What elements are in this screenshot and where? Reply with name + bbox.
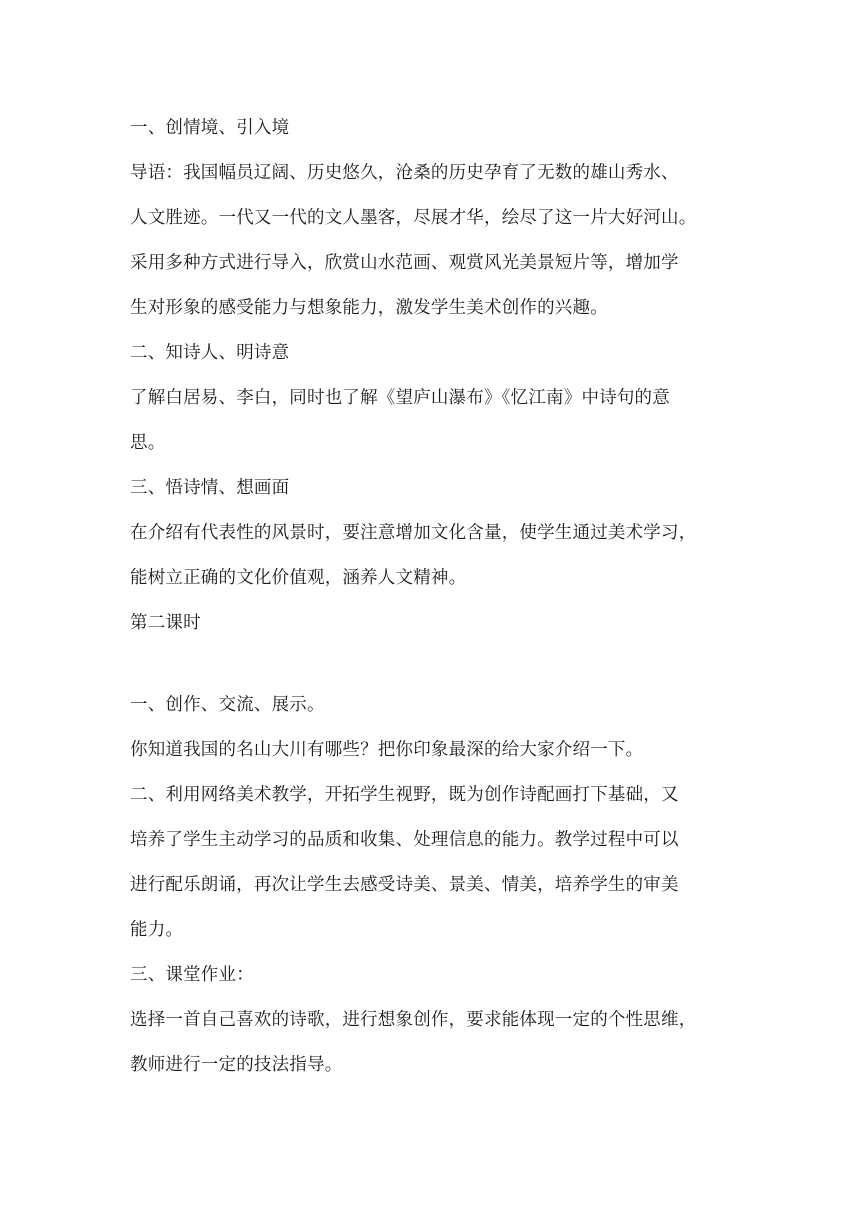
document-body: [130, 113, 740, 1080]
lesson2-title: 第二课时: [130, 613, 201, 633]
section2-heading: 二、知诗人、明诗意: [130, 343, 290, 363]
paragraph-line: 选择一首自己喜欢的诗歌，进行想象创作，要求能体现一定的个性思维，: [130, 1010, 697, 1030]
section1-heading: 一、创情境、引入境: [130, 118, 290, 138]
paragraph-line: 采用多种方式进行导入，欣赏山水范画、观赏风光美景短片等，增加学: [130, 253, 679, 273]
lesson2-item1-heading: 一、创作、交流、展示。: [130, 695, 325, 715]
paragraph-line: 你知道我国的名山大川有哪些？把你印象最深的给大家介绍一下。: [130, 740, 644, 760]
paragraph-line: 导语：我国幅员辽阔、历史悠久，沧桑的历史孕育了无数的雄山秀水、: [130, 163, 679, 183]
paragraph-line: 教师进行一定的技法指导。: [130, 1055, 343, 1075]
paragraph-line: 生对形象的感受能力与想象能力，激发学生美术创作的兴趣。: [130, 298, 608, 318]
paragraph-line: 能力。: [130, 920, 184, 940]
paragraph-line: 人文胜迹。一代又一代的文人墨客，尽展才华，绘尽了这一片大好河山。: [130, 208, 697, 228]
paragraph-line: 进行配乐朗诵，再次让学生去感受诗美、景美、情美，培养学生的审美: [130, 875, 679, 895]
section3-heading: 三、悟诗情、想画面: [130, 478, 290, 498]
paragraph-line: 思。: [130, 433, 166, 453]
paragraph-line: 了解白居易、李白，同时也了解《望庐山瀑布》《忆江南》中诗句的意: [130, 388, 670, 408]
paragraph-line: 在介绍有代表性的风景时，要注意增加文化含量，使学生通过美术学习，: [130, 523, 697, 543]
paragraph-line: 培养了学生主动学习的品质和收集、处理信息的能力。教学过程中可以: [130, 830, 679, 850]
lesson2-item3-heading: 三、课堂作业：: [130, 965, 254, 985]
paragraph-line: 能树立正确的文化价值观，涵养人文精神。: [130, 568, 467, 588]
lesson2-item2-line: 二、利用网络美术教学，开拓学生视野，既为创作诗配画打下基础，又: [130, 785, 679, 805]
